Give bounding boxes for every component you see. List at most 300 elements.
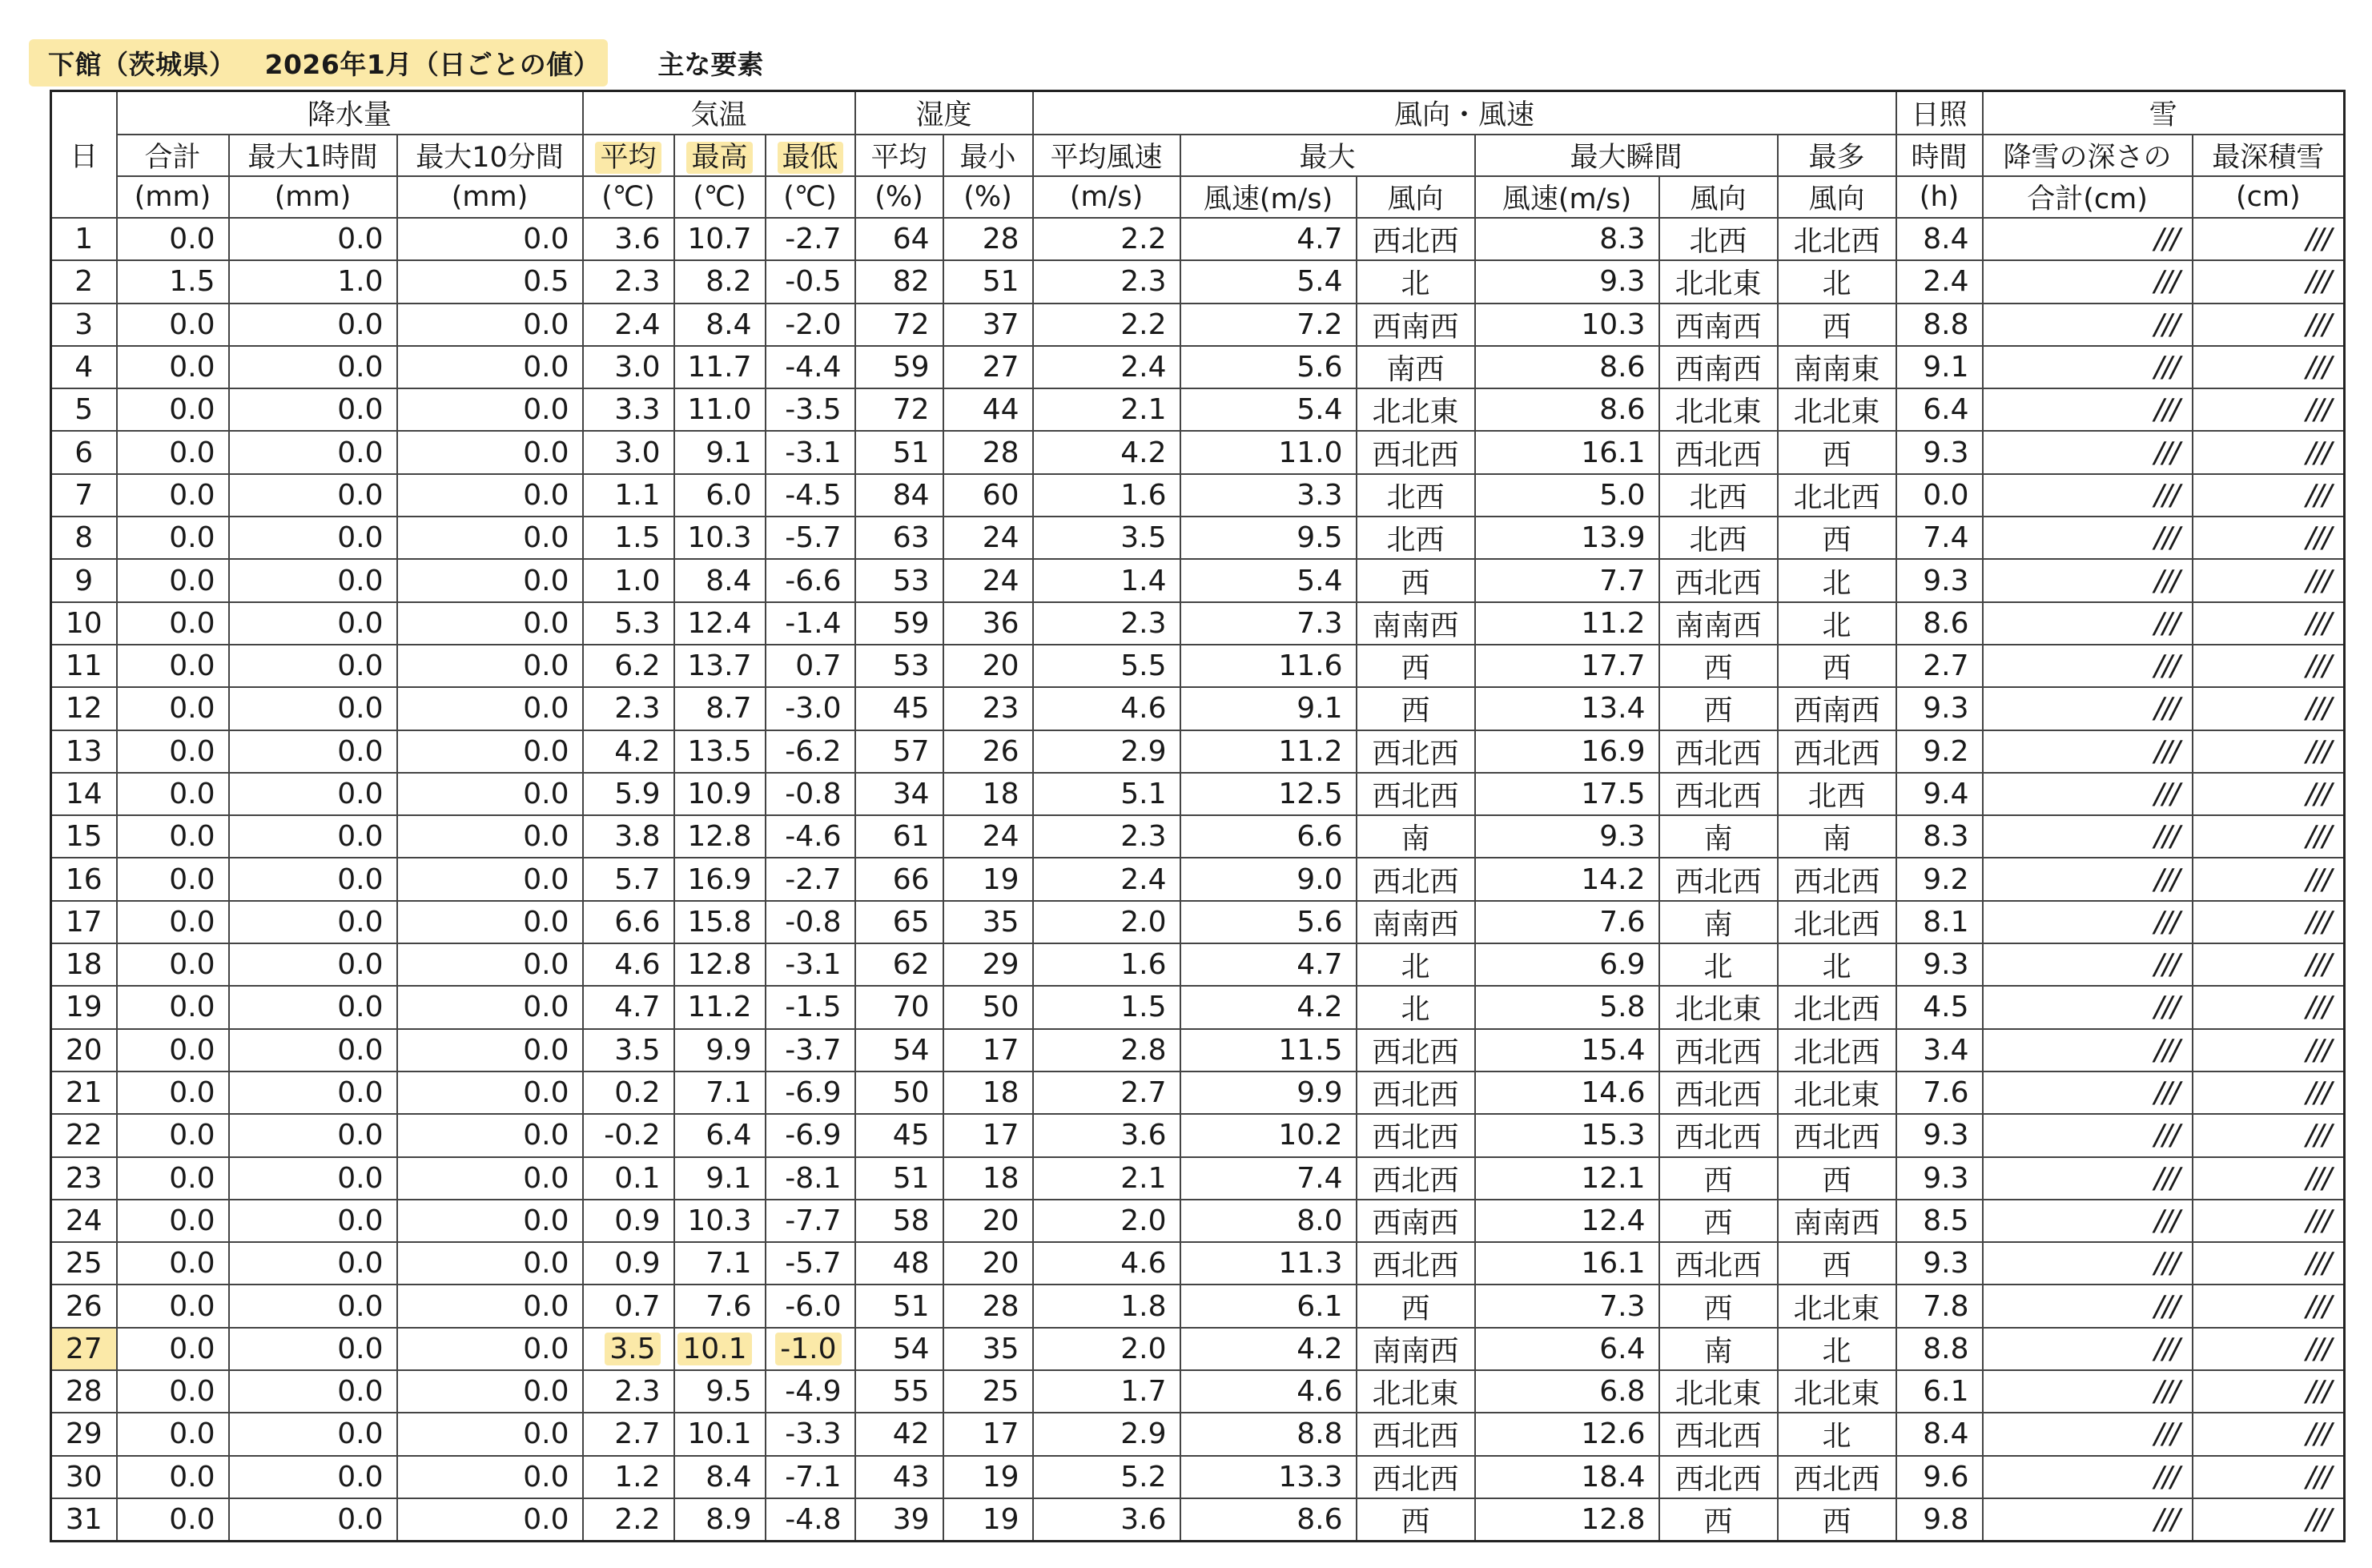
cell-wind-avg: 2.3 <box>1033 815 1180 858</box>
cell-wind-max-dir: 西北西 <box>1357 1157 1475 1200</box>
cell-wind-max-dir: 北西 <box>1357 517 1475 559</box>
cell-snow-depth-max <box>2193 815 2345 858</box>
cell-precip-1h: 0.0 <box>229 1114 397 1156</box>
cell-precip-10m: 0.0 <box>397 1370 583 1413</box>
no-data-mark: /// <box>2154 1460 2179 1494</box>
cell-snowfall-total <box>1983 986 2193 1028</box>
cell-precip-total: 0.0 <box>117 1029 229 1071</box>
cell-temp-max: 13.5 <box>674 730 766 773</box>
cell-snowfall-total <box>1983 901 2193 943</box>
cell-wind-most-dir: 南南東 <box>1778 346 1896 388</box>
header-temp-min <box>766 135 855 176</box>
cell-hum-avg: 82 <box>855 260 943 303</box>
cell-hum-avg: 58 <box>855 1200 943 1242</box>
cell-precip-1h: 0.0 <box>229 218 397 260</box>
no-data-mark: /// <box>2154 1033 2179 1067</box>
no-data-mark: /// <box>2154 820 2179 854</box>
cell-day: 9 <box>51 559 117 601</box>
cell-temp-min: -5.7 <box>766 1242 855 1285</box>
cell-wind-most-dir: 西 <box>1778 1498 1896 1542</box>
cell-temp-min: -0.8 <box>766 773 855 815</box>
cell-precip-total: 0.0 <box>117 687 229 730</box>
no-data-mark: /// <box>2306 351 2331 384</box>
cell-sunshine: 9.2 <box>1896 730 1983 773</box>
cell-temp-avg <box>583 1328 674 1370</box>
cell-wind-avg: 1.5 <box>1033 986 1180 1028</box>
header-precip-total: 合計 <box>117 135 229 176</box>
cell-wind-avg: 2.0 <box>1033 901 1180 943</box>
cell-temp-max: 12.4 <box>674 602 766 645</box>
cell-snow-depth-max <box>2193 1029 2345 1071</box>
cell-sunshine: 7.8 <box>1896 1285 1983 1327</box>
cell-temp-avg: 3.3 <box>583 388 674 431</box>
cell-wind-max-speed: 7.2 <box>1180 304 1357 346</box>
cell-wind-gust-dir: 西 <box>1659 1285 1778 1327</box>
title-place-text: 下館（茨城県） <box>48 48 236 80</box>
no-data-mark: /// <box>2306 1247 2331 1281</box>
cell-temp-avg: 3.5 <box>583 1029 674 1071</box>
cell-snowfall-total <box>1983 1328 2193 1370</box>
cell-snow-depth-max <box>2193 687 2345 730</box>
table-row <box>51 218 2345 260</box>
cell-precip-1h: 0.0 <box>229 645 397 687</box>
cell-temp-min: -3.3 <box>766 1413 855 1455</box>
cell-precip-10m: 0.0 <box>397 1498 583 1542</box>
cell-snowfall-total <box>1983 773 2193 815</box>
cell-precip-total: 0.0 <box>117 1285 229 1327</box>
cell-sunshine: 8.5 <box>1896 1200 1983 1242</box>
header-day: 日 <box>51 91 117 219</box>
cell-temp-avg: 3.6 <box>583 218 674 260</box>
cell-hum-avg: 57 <box>855 730 943 773</box>
header-temp-max <box>674 135 766 176</box>
cell-wind-max-speed: 5.4 <box>1180 559 1357 601</box>
no-data-mark: /// <box>2306 820 2331 854</box>
cell-wind-gust-speed: 12.1 <box>1475 1157 1659 1200</box>
cell-wind-avg: 5.1 <box>1033 773 1180 815</box>
cell-snowfall-total <box>1983 1413 2193 1455</box>
cell-snowfall-total <box>1983 346 2193 388</box>
cell-day: 5 <box>51 388 117 431</box>
cell-precip-1h: 0.0 <box>229 815 397 858</box>
cell-precip-10m: 0.0 <box>397 388 583 431</box>
cell-hum-avg: 59 <box>855 346 943 388</box>
cell-wind-gust-dir: 西 <box>1659 687 1778 730</box>
cell-wind-most-dir: 北北西 <box>1778 986 1896 1028</box>
cell-snow-depth-max <box>2193 1200 2345 1242</box>
cell-temp-avg: 5.9 <box>583 773 674 815</box>
cell-temp-min: -6.0 <box>766 1285 855 1327</box>
cell-sunshine: 9.3 <box>1896 431 1983 473</box>
cell-sunshine: 8.3 <box>1896 815 1983 858</box>
cell-temp-max: 12.8 <box>674 815 766 858</box>
daily-weather-table <box>50 90 2346 1542</box>
unit-temp-avg: (℃) <box>583 176 674 218</box>
cell-precip-10m: 0.0 <box>397 1157 583 1200</box>
cell-wind-gust-speed: 8.3 <box>1475 218 1659 260</box>
cell-snowfall-total <box>1983 730 2193 773</box>
cell-day: 4 <box>51 346 117 388</box>
cell-temp-avg: 5.7 <box>583 858 674 900</box>
cell-hum-avg: 70 <box>855 986 943 1028</box>
cell-wind-max-dir: 北北東 <box>1357 388 1475 431</box>
cell-temp-max: 9.1 <box>674 1157 766 1200</box>
cell-sunshine: 2.4 <box>1896 260 1983 303</box>
cell-hum-avg: 64 <box>855 218 943 260</box>
cell-temp-min: -3.5 <box>766 388 855 431</box>
cell-precip-10m: 0.0 <box>397 687 583 730</box>
no-data-mark: /// <box>2306 223 2331 256</box>
cell-wind-gust-speed: 13.4 <box>1475 687 1659 730</box>
cell-sunshine: 9.1 <box>1896 346 1983 388</box>
cell-precip-1h: 0.0 <box>229 559 397 601</box>
cell-hum-avg: 55 <box>855 1370 943 1413</box>
cell-wind-gust-speed: 5.0 <box>1475 474 1659 517</box>
cell-hum-avg: 84 <box>855 474 943 517</box>
cell-snowfall-total <box>1983 1370 2193 1413</box>
cell-temp-min: -3.1 <box>766 943 855 986</box>
cell-day: 18 <box>51 943 117 986</box>
cell-temp-min <box>766 1328 855 1370</box>
cell-temp-min: -4.5 <box>766 474 855 517</box>
cell-temp-max: 6.0 <box>674 474 766 517</box>
cell-temp-avg: 3.8 <box>583 815 674 858</box>
cell-snow-depth-max <box>2193 559 2345 601</box>
no-data-mark: /// <box>2306 1375 2331 1409</box>
cell-wind-gust-dir: 西北西 <box>1659 1114 1778 1156</box>
cell-snow-depth-max <box>2193 645 2345 687</box>
cell-day: 28 <box>51 1370 117 1413</box>
no-data-mark: /// <box>2306 265 2331 299</box>
cell-hum-min: 17 <box>943 1029 1033 1071</box>
header-hum-avg: 平均 <box>855 135 943 176</box>
cell-wind-gust-speed: 8.6 <box>1475 388 1659 431</box>
cell-temp-min: -3.0 <box>766 687 855 730</box>
cell-wind-max-dir: 西 <box>1357 1285 1475 1327</box>
no-data-mark: /// <box>2306 564 2331 597</box>
table-row <box>51 1114 2345 1156</box>
cell-hum-avg: 54 <box>855 1328 943 1370</box>
cell-wind-gust-dir: 北 <box>1659 943 1778 986</box>
cell-wind-most-dir: 北 <box>1778 602 1896 645</box>
cell-precip-10m: 0.0 <box>397 1328 583 1370</box>
cell-wind-gust-speed: 6.9 <box>1475 943 1659 986</box>
no-data-mark: /// <box>2154 905 2179 939</box>
cell-wind-max-speed: 5.6 <box>1180 346 1357 388</box>
cell-wind-gust-dir: 南 <box>1659 901 1778 943</box>
highlighted-value: 10.1 <box>677 1333 751 1365</box>
cell-wind-gust-speed: 9.3 <box>1475 260 1659 303</box>
cell-temp-avg: 2.7 <box>583 1413 674 1455</box>
cell-temp-max: 16.9 <box>674 858 766 900</box>
table-row <box>51 559 2345 601</box>
cell-temp-avg: 1.0 <box>583 559 674 601</box>
cell-wind-max-speed: 5.6 <box>1180 901 1357 943</box>
no-data-mark: /// <box>2154 1289 2179 1323</box>
cell-wind-avg: 5.2 <box>1033 1456 1180 1498</box>
cell-precip-1h: 0.0 <box>229 517 397 559</box>
cell-hum-min: 17 <box>943 1413 1033 1455</box>
cell-wind-gust-speed: 6.4 <box>1475 1328 1659 1370</box>
cell-snowfall-total <box>1983 218 2193 260</box>
cell-wind-max-dir: 西北西 <box>1357 218 1475 260</box>
cell-sunshine: 8.8 <box>1896 304 1983 346</box>
header-wind-most: 最多 <box>1778 135 1896 176</box>
cell-precip-total: 0.0 <box>117 388 229 431</box>
no-data-mark: /// <box>2306 1417 2331 1451</box>
cell-precip-1h: 0.0 <box>229 346 397 388</box>
cell-wind-gust-dir: 西 <box>1659 1498 1778 1542</box>
cell-wind-gust-speed: 10.3 <box>1475 304 1659 346</box>
cell-precip-total: 0.0 <box>117 773 229 815</box>
cell-sunshine: 9.6 <box>1896 1456 1983 1498</box>
cell-temp-min: -5.7 <box>766 517 855 559</box>
header-wind-avg: 平均風速 <box>1033 135 1180 176</box>
cell-precip-10m: 0.0 <box>397 474 583 517</box>
cell-wind-most-dir: 北北東 <box>1778 1370 1896 1413</box>
no-data-mark: /// <box>2154 393 2179 427</box>
cell-snowfall-total <box>1983 304 2193 346</box>
cell-wind-gust-speed: 7.3 <box>1475 1285 1659 1327</box>
cell-wind-gust-speed: 7.6 <box>1475 901 1659 943</box>
cell-sunshine: 8.1 <box>1896 901 1983 943</box>
header-wind-max-speed: 風速(m/s) <box>1180 176 1357 218</box>
cell-wind-gust-dir: 西 <box>1659 1157 1778 1200</box>
cell-snow-depth-max <box>2193 260 2345 303</box>
cell-hum-avg: 53 <box>855 559 943 601</box>
cell-wind-gust-dir: 西北西 <box>1659 1413 1778 1455</box>
cell-precip-total: 0.0 <box>117 1157 229 1200</box>
cell-precip-total: 0.0 <box>117 431 229 473</box>
no-data-mark: /// <box>2306 862 2331 896</box>
cell-wind-max-dir: 南 <box>1357 815 1475 858</box>
cell-sunshine: 9.3 <box>1896 559 1983 601</box>
cell-wind-max-dir: 西北西 <box>1357 730 1475 773</box>
cell-precip-1h: 0.0 <box>229 986 397 1028</box>
cell-precip-10m: 0.0 <box>397 431 583 473</box>
cell-wind-max-dir: 西北西 <box>1357 1456 1475 1498</box>
cell-precip-1h: 0.0 <box>229 1242 397 1285</box>
cell-wind-avg: 2.2 <box>1033 218 1180 260</box>
no-data-mark: /// <box>2154 1204 2179 1237</box>
cell-snow-depth-max <box>2193 1413 2345 1455</box>
cell-temp-min: -2.7 <box>766 218 855 260</box>
cell-snowfall-total <box>1983 1498 2193 1542</box>
title-period: 2026年1月（日ごとの値） <box>264 48 601 80</box>
cell-temp-avg: 3.0 <box>583 431 674 473</box>
cell-precip-10m: 0.0 <box>397 1114 583 1156</box>
cell-wind-most-dir: 北北西 <box>1778 901 1896 943</box>
cell-precip-10m: 0.0 <box>397 517 583 559</box>
cell-snowfall-total <box>1983 1029 2193 1071</box>
cell-precip-total: 0.0 <box>117 1242 229 1285</box>
cell-hum-avg: 59 <box>855 602 943 645</box>
header-wind-gust-dir: 風向 <box>1659 176 1778 218</box>
cell-temp-max: 15.8 <box>674 901 766 943</box>
no-data-mark: /// <box>2154 692 2179 726</box>
cell-hum-avg: 45 <box>855 1114 943 1156</box>
cell-temp-min: -1.5 <box>766 986 855 1028</box>
cell-snowfall-total <box>1983 1157 2193 1200</box>
cell-wind-gust-dir: 西 <box>1659 645 1778 687</box>
cell-wind-max-speed: 11.6 <box>1180 645 1357 687</box>
cell-temp-min: -4.9 <box>766 1370 855 1413</box>
no-data-mark: /// <box>2154 265 2179 299</box>
cell-wind-max-dir: 西北西 <box>1357 1114 1475 1156</box>
cell-temp-max: 8.4 <box>674 304 766 346</box>
cell-wind-most-dir: 西 <box>1778 431 1896 473</box>
table-row <box>51 1071 2345 1114</box>
cell-precip-total: 0.0 <box>117 1328 229 1370</box>
cell-hum-avg: 65 <box>855 901 943 943</box>
page-title <box>29 37 763 88</box>
cell-snow-depth-max <box>2193 1242 2345 1285</box>
unit-wind-avg: (m/s) <box>1033 176 1180 218</box>
cell-temp-max: 8.4 <box>674 559 766 601</box>
cell-snow-depth-max <box>2193 1370 2345 1413</box>
header-temp-min-label: 最低 <box>778 142 843 174</box>
cell-wind-max-dir: 西北西 <box>1357 1242 1475 1285</box>
cell-wind-gust-dir: 西北西 <box>1659 1071 1778 1114</box>
table-row <box>51 260 2345 303</box>
cell-wind-gust-speed: 16.1 <box>1475 1242 1659 1285</box>
cell-wind-most-dir: 西 <box>1778 645 1896 687</box>
cell-sunshine: 9.3 <box>1896 1242 1983 1285</box>
cell-temp-avg: 1.1 <box>583 474 674 517</box>
cell-wind-gust-dir: 西北西 <box>1659 858 1778 900</box>
cell-precip-1h: 0.0 <box>229 1157 397 1200</box>
cell-wind-max-dir: 西 <box>1357 687 1475 730</box>
cell-day: 19 <box>51 986 117 1028</box>
cell-wind-max-speed: 11.2 <box>1180 730 1357 773</box>
no-data-mark: /// <box>2306 1289 2331 1323</box>
cell-wind-avg: 2.9 <box>1033 730 1180 773</box>
header-snow-group: 雪 <box>1983 91 2345 135</box>
cell-precip-1h: 0.0 <box>229 858 397 900</box>
cell-hum-min: 44 <box>943 388 1033 431</box>
cell-wind-most-dir: 北北東 <box>1778 1285 1896 1327</box>
cell-hum-min: 60 <box>943 474 1033 517</box>
cell-wind-gust-dir: 西北西 <box>1659 1029 1778 1071</box>
cell-sunshine: 7.4 <box>1896 517 1983 559</box>
cell-hum-min: 19 <box>943 858 1033 900</box>
cell-temp-max: 9.5 <box>674 1370 766 1413</box>
header-wind-max: 最大 <box>1180 135 1475 176</box>
cell-temp-avg: 5.3 <box>583 602 674 645</box>
cell-hum-avg: 34 <box>855 773 943 815</box>
no-data-mark: /// <box>2306 1076 2331 1110</box>
cell-wind-gust-dir: 南 <box>1659 1328 1778 1370</box>
cell-snow-depth-max <box>2193 388 2345 431</box>
cell-temp-avg: -0.2 <box>583 1114 674 1156</box>
cell-hum-min: 35 <box>943 901 1033 943</box>
cell-precip-total: 0.0 <box>117 559 229 601</box>
cell-wind-most-dir: 北北西 <box>1778 1029 1896 1071</box>
cell-snowfall-total <box>1983 858 2193 900</box>
cell-precip-1h: 0.0 <box>229 1370 397 1413</box>
cell-wind-max-dir: 西南西 <box>1357 304 1475 346</box>
cell-temp-avg: 6.2 <box>583 645 674 687</box>
cell-snowfall-total <box>1983 431 2193 473</box>
cell-wind-max-speed: 4.7 <box>1180 218 1357 260</box>
cell-precip-10m: 0.0 <box>397 645 583 687</box>
title-subtitle: 主な要素 <box>657 48 764 80</box>
cell-wind-max-speed: 4.2 <box>1180 1328 1357 1370</box>
table-row <box>51 304 2345 346</box>
cell-day: 1 <box>51 218 117 260</box>
cell-wind-max-dir: 西北西 <box>1357 1071 1475 1114</box>
cell-wind-max-dir: 南南西 <box>1357 901 1475 943</box>
no-data-mark: /// <box>2306 308 2331 341</box>
cell-day: 2 <box>51 260 117 303</box>
cell-precip-1h: 0.0 <box>229 1029 397 1071</box>
cell-wind-gust-speed: 11.2 <box>1475 602 1659 645</box>
cell-temp-max: 6.4 <box>674 1114 766 1156</box>
no-data-mark: /// <box>2306 1033 2331 1067</box>
no-data-mark: /// <box>2306 478 2331 512</box>
cell-hum-min: 18 <box>943 1157 1033 1200</box>
no-data-mark: /// <box>2154 308 2179 341</box>
cell-hum-min: 24 <box>943 559 1033 601</box>
cell-wind-max-dir: 北北東 <box>1357 1370 1475 1413</box>
cell-wind-avg: 3.6 <box>1033 1498 1180 1542</box>
no-data-mark: /// <box>2154 948 2179 982</box>
cell-wind-gust-dir: 北西 <box>1659 517 1778 559</box>
cell-precip-1h: 0.0 <box>229 1071 397 1114</box>
cell-temp-max: 11.2 <box>674 986 766 1028</box>
cell-precip-10m: 0.0 <box>397 773 583 815</box>
cell-wind-gust-dir: 南 <box>1659 815 1778 858</box>
cell-sunshine: 8.4 <box>1896 218 1983 260</box>
cell-temp-min: -8.1 <box>766 1157 855 1200</box>
table-row <box>51 1029 2345 1071</box>
cell-wind-max-dir: 南西 <box>1357 346 1475 388</box>
cell-temp-min: -6.9 <box>766 1071 855 1114</box>
cell-temp-avg: 0.7 <box>583 1285 674 1327</box>
no-data-mark: /// <box>2306 734 2331 768</box>
cell-wind-gust-dir: 北北東 <box>1659 1370 1778 1413</box>
no-data-mark: /// <box>2306 1119 2331 1152</box>
header-wind-max-dir: 風向 <box>1357 176 1475 218</box>
cell-sunshine: 9.2 <box>1896 858 1983 900</box>
no-data-mark: /// <box>2306 991 2331 1024</box>
unit-hum-avg: (%) <box>855 176 943 218</box>
cell-sunshine: 9.3 <box>1896 687 1983 730</box>
no-data-mark: /// <box>2154 564 2179 597</box>
cell-temp-max: 7.1 <box>674 1242 766 1285</box>
cell-wind-max-speed: 12.5 <box>1180 773 1357 815</box>
cell-day: 7 <box>51 474 117 517</box>
cell-sunshine: 3.4 <box>1896 1029 1983 1071</box>
cell-hum-min: 17 <box>943 1114 1033 1156</box>
cell-precip-total: 0.0 <box>117 517 229 559</box>
cell-precip-total: 0.0 <box>117 645 229 687</box>
cell-precip-total: 0.0 <box>117 602 229 645</box>
cell-precip-10m: 0.0 <box>397 730 583 773</box>
cell-hum-min: 19 <box>943 1456 1033 1498</box>
cell-precip-1h: 0.0 <box>229 1413 397 1455</box>
cell-day: 31 <box>51 1498 117 1542</box>
no-data-mark: /// <box>2154 1161 2179 1195</box>
cell-wind-gust-speed: 12.4 <box>1475 1200 1659 1242</box>
cell-wind-most-dir: 西 <box>1778 517 1896 559</box>
cell-wind-gust-dir: 西南西 <box>1659 346 1778 388</box>
cell-precip-10m: 0.0 <box>397 602 583 645</box>
table-row <box>51 645 2345 687</box>
no-data-mark: /// <box>2306 606 2331 640</box>
cell-wind-avg: 2.1 <box>1033 1157 1180 1200</box>
table-row <box>51 815 2345 858</box>
